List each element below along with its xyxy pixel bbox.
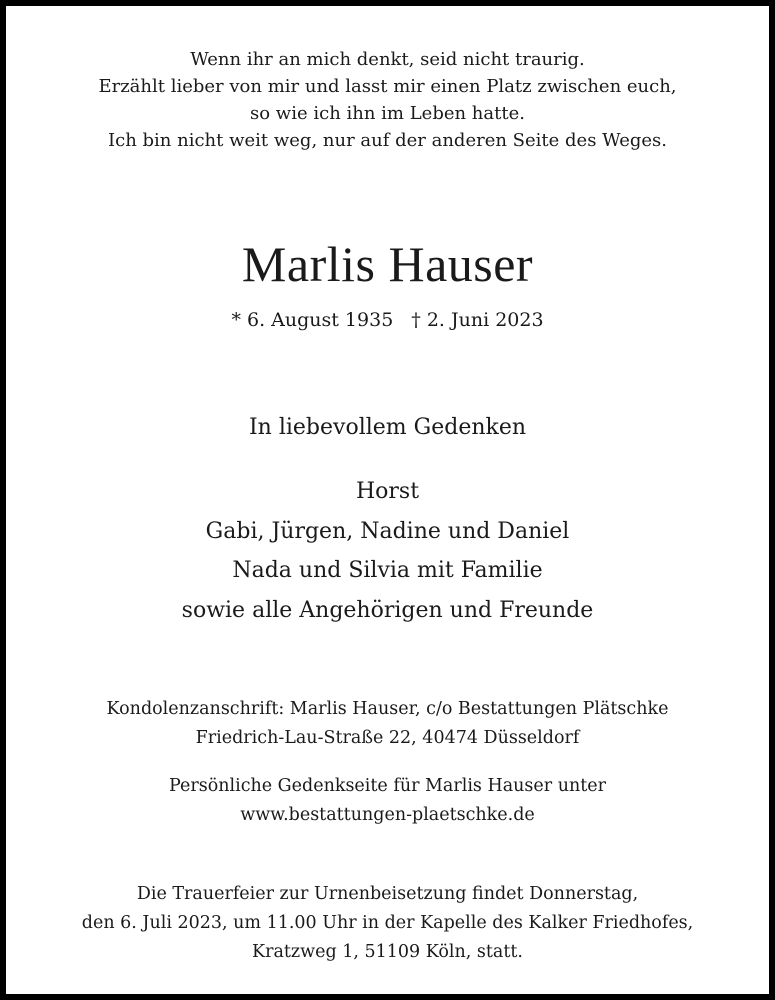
mourner-line: Gabi, Jürgen, Nadine und Daniel (205, 518, 570, 544)
ceremony-line: Kratzweg 1, 51109 Köln, statt. (252, 942, 523, 962)
memory-line: In liebevollem Gedenken (248, 415, 527, 440)
ceremony-line: den 6. Juli 2023, um 11.00 Uhr in der Kapelle des Kalker Friedhofes, (81, 913, 694, 933)
death-date: † 2. Juni 2023 (411, 309, 544, 331)
condolence-line: Friedrich-Lau-Straße 22, 40474 Düsseldorf (195, 728, 580, 748)
poem (6, 46, 769, 154)
condolence-line: Kondolenzanschrift: Marlis Hauser, c/o Bestattungen Plätschke (106, 699, 669, 719)
mourner-line: Horst (355, 479, 420, 504)
funeral-ceremony-info (6, 880, 769, 967)
condolence-address (6, 695, 769, 753)
memorial-page-text: Persönliche Gedenkseite für Marlis Hauser unter (169, 776, 606, 796)
life-dates (6, 305, 769, 335)
mourners-list (6, 472, 769, 630)
memorial-page-info (6, 772, 769, 830)
memorial-page-url: www.bestattungen-plaetschke.de (240, 805, 535, 825)
ceremony-line: Die Trauerfeier zur Urnenbeisetzung findet Donnerstag, (136, 884, 639, 904)
mourner-line: Nada und Silvia mit Familie (232, 558, 543, 583)
birth-date: * 6. August 1935 (231, 309, 394, 331)
deceased-name: Marlis Hauser (241, 236, 534, 292)
poem-line: Wenn ihr an mich denkt, seid nicht traurig. (190, 49, 585, 70)
poem-line: Erzählt lieber von mir und lasst mir einen Platz zwischen euch, (98, 76, 677, 97)
mourner-line: sowie alle Angehörigen und Freunde (181, 597, 594, 623)
poem-line: Ich bin nicht weit weg, nur auf der anderen Seite des Weges. (108, 130, 667, 151)
poem-line: so wie ich ihn im Leben hatte. (250, 103, 525, 124)
